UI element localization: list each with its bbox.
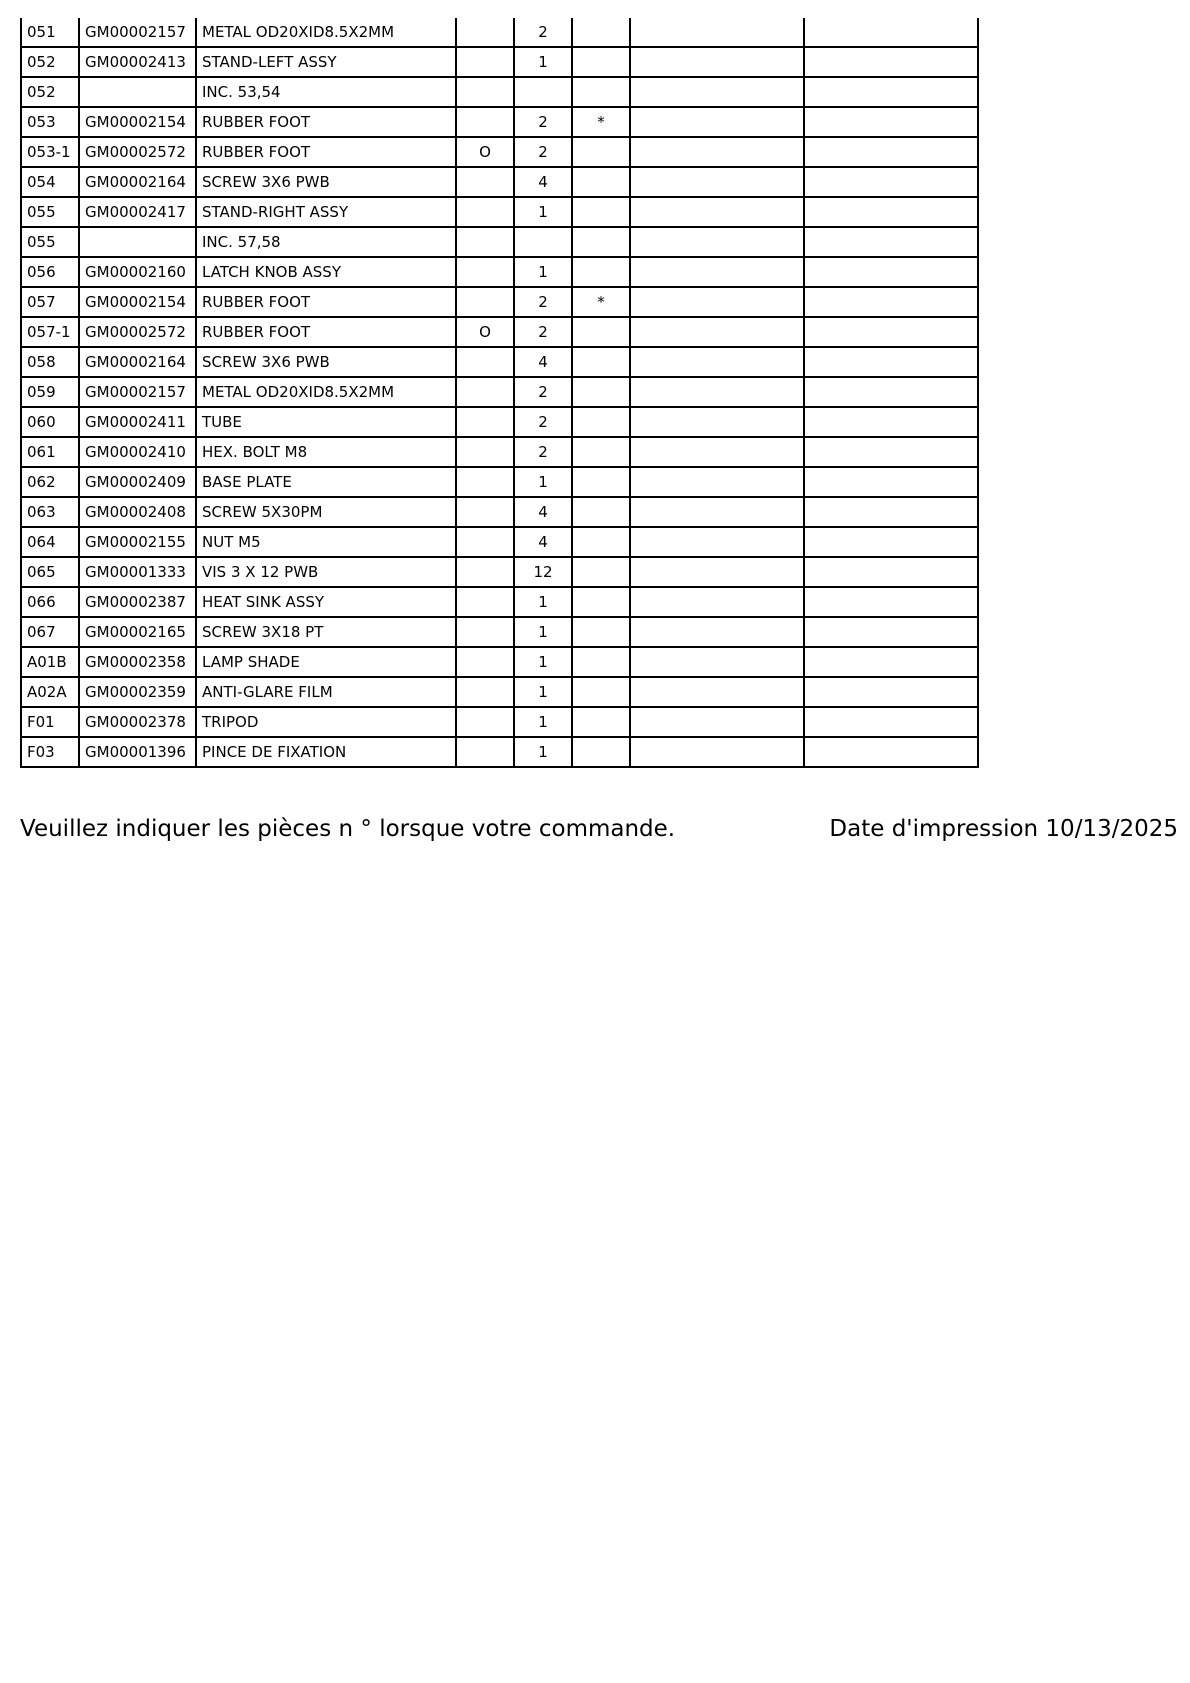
- part-code-cell: GM00002417: [79, 197, 196, 227]
- part-code-cell: GM00002155: [79, 527, 196, 557]
- empty-cell: [804, 137, 978, 167]
- mark-cell: [572, 47, 630, 77]
- empty-cell: [630, 287, 804, 317]
- empty-cell: [804, 737, 978, 767]
- description-cell: STAND-RIGHT ASSY: [196, 197, 456, 227]
- part-code-cell: GM00002411: [79, 407, 196, 437]
- description-cell: LATCH KNOB ASSY: [196, 257, 456, 287]
- table-row: [21, 497, 978, 527]
- empty-cell: [630, 77, 804, 107]
- part-number-cell: A02A: [21, 677, 79, 707]
- mark-cell: [572, 257, 630, 287]
- option-cell: [456, 347, 514, 377]
- quantity-cell: 1: [514, 647, 572, 677]
- part-number-cell: F03: [21, 737, 79, 767]
- option-cell: [456, 77, 514, 107]
- mark-cell: [572, 617, 630, 647]
- description-cell: HEAT SINK ASSY: [196, 587, 456, 617]
- empty-cell: [804, 527, 978, 557]
- mark-cell: [572, 77, 630, 107]
- option-cell: [456, 647, 514, 677]
- empty-cell: [630, 647, 804, 677]
- option-cell: [456, 167, 514, 197]
- option-cell: [456, 527, 514, 557]
- quantity-cell: [514, 227, 572, 257]
- part-number-cell: 059: [21, 377, 79, 407]
- part-code-cell: GM00002154: [79, 107, 196, 137]
- empty-cell: [630, 347, 804, 377]
- part-code-cell: GM00002164: [79, 167, 196, 197]
- empty-cell: [630, 527, 804, 557]
- description-cell: RUBBER FOOT: [196, 317, 456, 347]
- parts-table: [20, 18, 979, 768]
- empty-cell: [804, 197, 978, 227]
- empty-cell: [804, 77, 978, 107]
- quantity-cell: 2: [514, 377, 572, 407]
- mark-cell: *: [572, 287, 630, 317]
- option-cell: [456, 47, 514, 77]
- option-cell: [456, 557, 514, 587]
- quantity-cell: [514, 77, 572, 107]
- empty-cell: [630, 167, 804, 197]
- description-cell: INC. 53,54: [196, 77, 456, 107]
- quantity-cell: 1: [514, 587, 572, 617]
- empty-cell: [804, 377, 978, 407]
- mark-cell: [572, 467, 630, 497]
- empty-cell: [630, 377, 804, 407]
- empty-cell: [804, 107, 978, 137]
- table-row: [21, 467, 978, 497]
- option-cell: [456, 197, 514, 227]
- option-cell: O: [456, 317, 514, 347]
- description-cell: METAL OD20XID8.5X2MM: [196, 377, 456, 407]
- empty-cell: [804, 407, 978, 437]
- part-code-cell: GM00002378: [79, 707, 196, 737]
- part-code-cell: GM00001333: [79, 557, 196, 587]
- mark-cell: [572, 587, 630, 617]
- empty-cell: [630, 737, 804, 767]
- description-cell: RUBBER FOOT: [196, 107, 456, 137]
- quantity-cell: 1: [514, 617, 572, 647]
- empty-cell: [804, 317, 978, 347]
- quantity-cell: 1: [514, 197, 572, 227]
- option-cell: [456, 18, 514, 47]
- table-row: [21, 107, 978, 137]
- mark-cell: [572, 497, 630, 527]
- part-code-cell: GM00002164: [79, 347, 196, 377]
- description-cell: LAMP SHADE: [196, 647, 456, 677]
- option-cell: [456, 437, 514, 467]
- description-cell: SCREW 5X30PM: [196, 497, 456, 527]
- table-row: [21, 47, 978, 77]
- empty-cell: [804, 587, 978, 617]
- table-row: [21, 77, 978, 107]
- option-cell: [456, 467, 514, 497]
- quantity-cell: 2: [514, 407, 572, 437]
- description-cell: SCREW 3X6 PWB: [196, 347, 456, 377]
- part-code-cell: GM00002165: [79, 617, 196, 647]
- mark-cell: [572, 347, 630, 377]
- table-row: [21, 407, 978, 437]
- print-date: Date d'impression 10/13/2025: [829, 816, 1178, 842]
- quantity-cell: 1: [514, 737, 572, 767]
- table-row: [21, 437, 978, 467]
- quantity-cell: 2: [514, 317, 572, 347]
- quantity-cell: 2: [514, 107, 572, 137]
- table-row: [21, 677, 978, 707]
- quantity-cell: 1: [514, 257, 572, 287]
- description-cell: RUBBER FOOT: [196, 137, 456, 167]
- empty-cell: [630, 257, 804, 287]
- empty-cell: [804, 227, 978, 257]
- part-code-cell: GM00002413: [79, 47, 196, 77]
- description-cell: HEX. BOLT M8: [196, 437, 456, 467]
- table-row: [21, 18, 978, 47]
- part-number-cell: 055: [21, 197, 79, 227]
- table-row: [21, 587, 978, 617]
- part-code-cell: GM00002160: [79, 257, 196, 287]
- mark-cell: *: [572, 107, 630, 137]
- option-cell: [456, 407, 514, 437]
- empty-cell: [630, 197, 804, 227]
- quantity-cell: 4: [514, 347, 572, 377]
- empty-cell: [804, 257, 978, 287]
- part-number-cell: 062: [21, 467, 79, 497]
- part-code-cell: [79, 77, 196, 107]
- empty-cell: [630, 497, 804, 527]
- quantity-cell: 2: [514, 287, 572, 317]
- quantity-cell: 12: [514, 557, 572, 587]
- empty-cell: [630, 317, 804, 347]
- mark-cell: [572, 137, 630, 167]
- description-cell: PINCE DE FIXATION: [196, 737, 456, 767]
- description-cell: VIS 3 X 12 PWB: [196, 557, 456, 587]
- quantity-cell: 2: [514, 137, 572, 167]
- empty-cell: [630, 557, 804, 587]
- description-cell: NUT M5: [196, 527, 456, 557]
- part-code-cell: GM00002409: [79, 467, 196, 497]
- description-cell: INC. 57,58: [196, 227, 456, 257]
- mark-cell: [572, 377, 630, 407]
- parts-table-body: [21, 18, 978, 767]
- part-code-cell: GM00002358: [79, 647, 196, 677]
- option-cell: [456, 737, 514, 767]
- empty-cell: [804, 677, 978, 707]
- part-code-cell: GM00002157: [79, 18, 196, 47]
- empty-cell: [804, 647, 978, 677]
- mark-cell: [572, 18, 630, 47]
- empty-cell: [804, 707, 978, 737]
- table-row: [21, 287, 978, 317]
- mark-cell: [572, 437, 630, 467]
- part-code-cell: GM00002572: [79, 137, 196, 167]
- part-code-cell: GM00002387: [79, 587, 196, 617]
- empty-cell: [630, 707, 804, 737]
- mark-cell: [572, 407, 630, 437]
- table-row: [21, 527, 978, 557]
- quantity-cell: 1: [514, 707, 572, 737]
- quantity-cell: 1: [514, 467, 572, 497]
- option-cell: [456, 377, 514, 407]
- description-cell: STAND-LEFT ASSY: [196, 47, 456, 77]
- part-number-cell: 058: [21, 347, 79, 377]
- option-cell: [456, 107, 514, 137]
- part-number-cell: F01: [21, 707, 79, 737]
- table-row: [21, 317, 978, 347]
- empty-cell: [630, 407, 804, 437]
- mark-cell: [572, 647, 630, 677]
- quantity-cell: 4: [514, 527, 572, 557]
- empty-cell: [630, 137, 804, 167]
- part-code-cell: [79, 227, 196, 257]
- table-row: [21, 347, 978, 377]
- part-code-cell: GM00002157: [79, 377, 196, 407]
- part-number-cell: 055: [21, 227, 79, 257]
- option-cell: [456, 677, 514, 707]
- option-cell: [456, 287, 514, 317]
- table-row: [21, 617, 978, 647]
- empty-cell: [630, 47, 804, 77]
- empty-cell: [804, 167, 978, 197]
- table-row: [21, 167, 978, 197]
- empty-cell: [804, 437, 978, 467]
- part-number-cell: 061: [21, 437, 79, 467]
- part-number-cell: 053-1: [21, 137, 79, 167]
- part-number-cell: 052: [21, 47, 79, 77]
- empty-cell: [630, 18, 804, 47]
- part-code-cell: GM00002408: [79, 497, 196, 527]
- mark-cell: [572, 557, 630, 587]
- option-cell: [456, 707, 514, 737]
- option-cell: O: [456, 137, 514, 167]
- table-row: [21, 557, 978, 587]
- empty-cell: [804, 497, 978, 527]
- option-cell: [456, 587, 514, 617]
- empty-cell: [804, 557, 978, 587]
- mark-cell: [572, 167, 630, 197]
- part-code-cell: GM00001396: [79, 737, 196, 767]
- part-number-cell: 066: [21, 587, 79, 617]
- empty-cell: [630, 677, 804, 707]
- empty-cell: [804, 617, 978, 647]
- empty-cell: [630, 617, 804, 647]
- table-row: [21, 227, 978, 257]
- table-row: [21, 197, 978, 227]
- part-code-cell: GM00002154: [79, 287, 196, 317]
- part-number-cell: 056: [21, 257, 79, 287]
- description-cell: SCREW 3X18 PT: [196, 617, 456, 647]
- empty-cell: [630, 227, 804, 257]
- description-cell: METAL OD20XID8.5X2MM: [196, 18, 456, 47]
- table-row: [21, 377, 978, 407]
- part-number-cell: 063: [21, 497, 79, 527]
- quantity-cell: 1: [514, 47, 572, 77]
- description-cell: TUBE: [196, 407, 456, 437]
- part-code-cell: GM00002359: [79, 677, 196, 707]
- part-number-cell: 057: [21, 287, 79, 317]
- mark-cell: [572, 197, 630, 227]
- part-code-cell: GM00002410: [79, 437, 196, 467]
- empty-cell: [804, 47, 978, 77]
- mark-cell: [572, 527, 630, 557]
- mark-cell: [572, 677, 630, 707]
- table-row: [21, 137, 978, 167]
- option-cell: [456, 227, 514, 257]
- empty-cell: [630, 467, 804, 497]
- part-number-cell: 053: [21, 107, 79, 137]
- quantity-cell: 4: [514, 497, 572, 527]
- table-row: [21, 257, 978, 287]
- table-row: [21, 647, 978, 677]
- empty-cell: [804, 467, 978, 497]
- mark-cell: [572, 737, 630, 767]
- part-number-cell: 067: [21, 617, 79, 647]
- part-number-cell: 051: [21, 18, 79, 47]
- empty-cell: [630, 107, 804, 137]
- quantity-cell: 2: [514, 18, 572, 47]
- quantity-cell: 1: [514, 677, 572, 707]
- part-number-cell: 065: [21, 557, 79, 587]
- table-row: [21, 707, 978, 737]
- part-code-cell: GM00002572: [79, 317, 196, 347]
- quantity-cell: 2: [514, 437, 572, 467]
- part-number-cell: 057-1: [21, 317, 79, 347]
- mark-cell: [572, 707, 630, 737]
- part-number-cell: A01B: [21, 647, 79, 677]
- quantity-cell: 4: [514, 167, 572, 197]
- description-cell: RUBBER FOOT: [196, 287, 456, 317]
- empty-cell: [804, 18, 978, 47]
- part-number-cell: 054: [21, 167, 79, 197]
- part-number-cell: 052: [21, 77, 79, 107]
- empty-cell: [630, 587, 804, 617]
- option-cell: [456, 497, 514, 527]
- description-cell: ANTI-GLARE FILM: [196, 677, 456, 707]
- part-number-cell: 064: [21, 527, 79, 557]
- table-row: [21, 737, 978, 767]
- mark-cell: [572, 317, 630, 347]
- part-number-cell: 060: [21, 407, 79, 437]
- description-cell: BASE PLATE: [196, 467, 456, 497]
- empty-cell: [804, 287, 978, 317]
- empty-cell: [630, 437, 804, 467]
- mark-cell: [572, 227, 630, 257]
- order-note: Veuillez indiquer les pièces n ° lorsque votre commande.: [20, 816, 676, 842]
- description-cell: TRIPOD: [196, 707, 456, 737]
- empty-cell: [804, 347, 978, 377]
- description-cell: SCREW 3X6 PWB: [196, 167, 456, 197]
- option-cell: [456, 617, 514, 647]
- option-cell: [456, 257, 514, 287]
